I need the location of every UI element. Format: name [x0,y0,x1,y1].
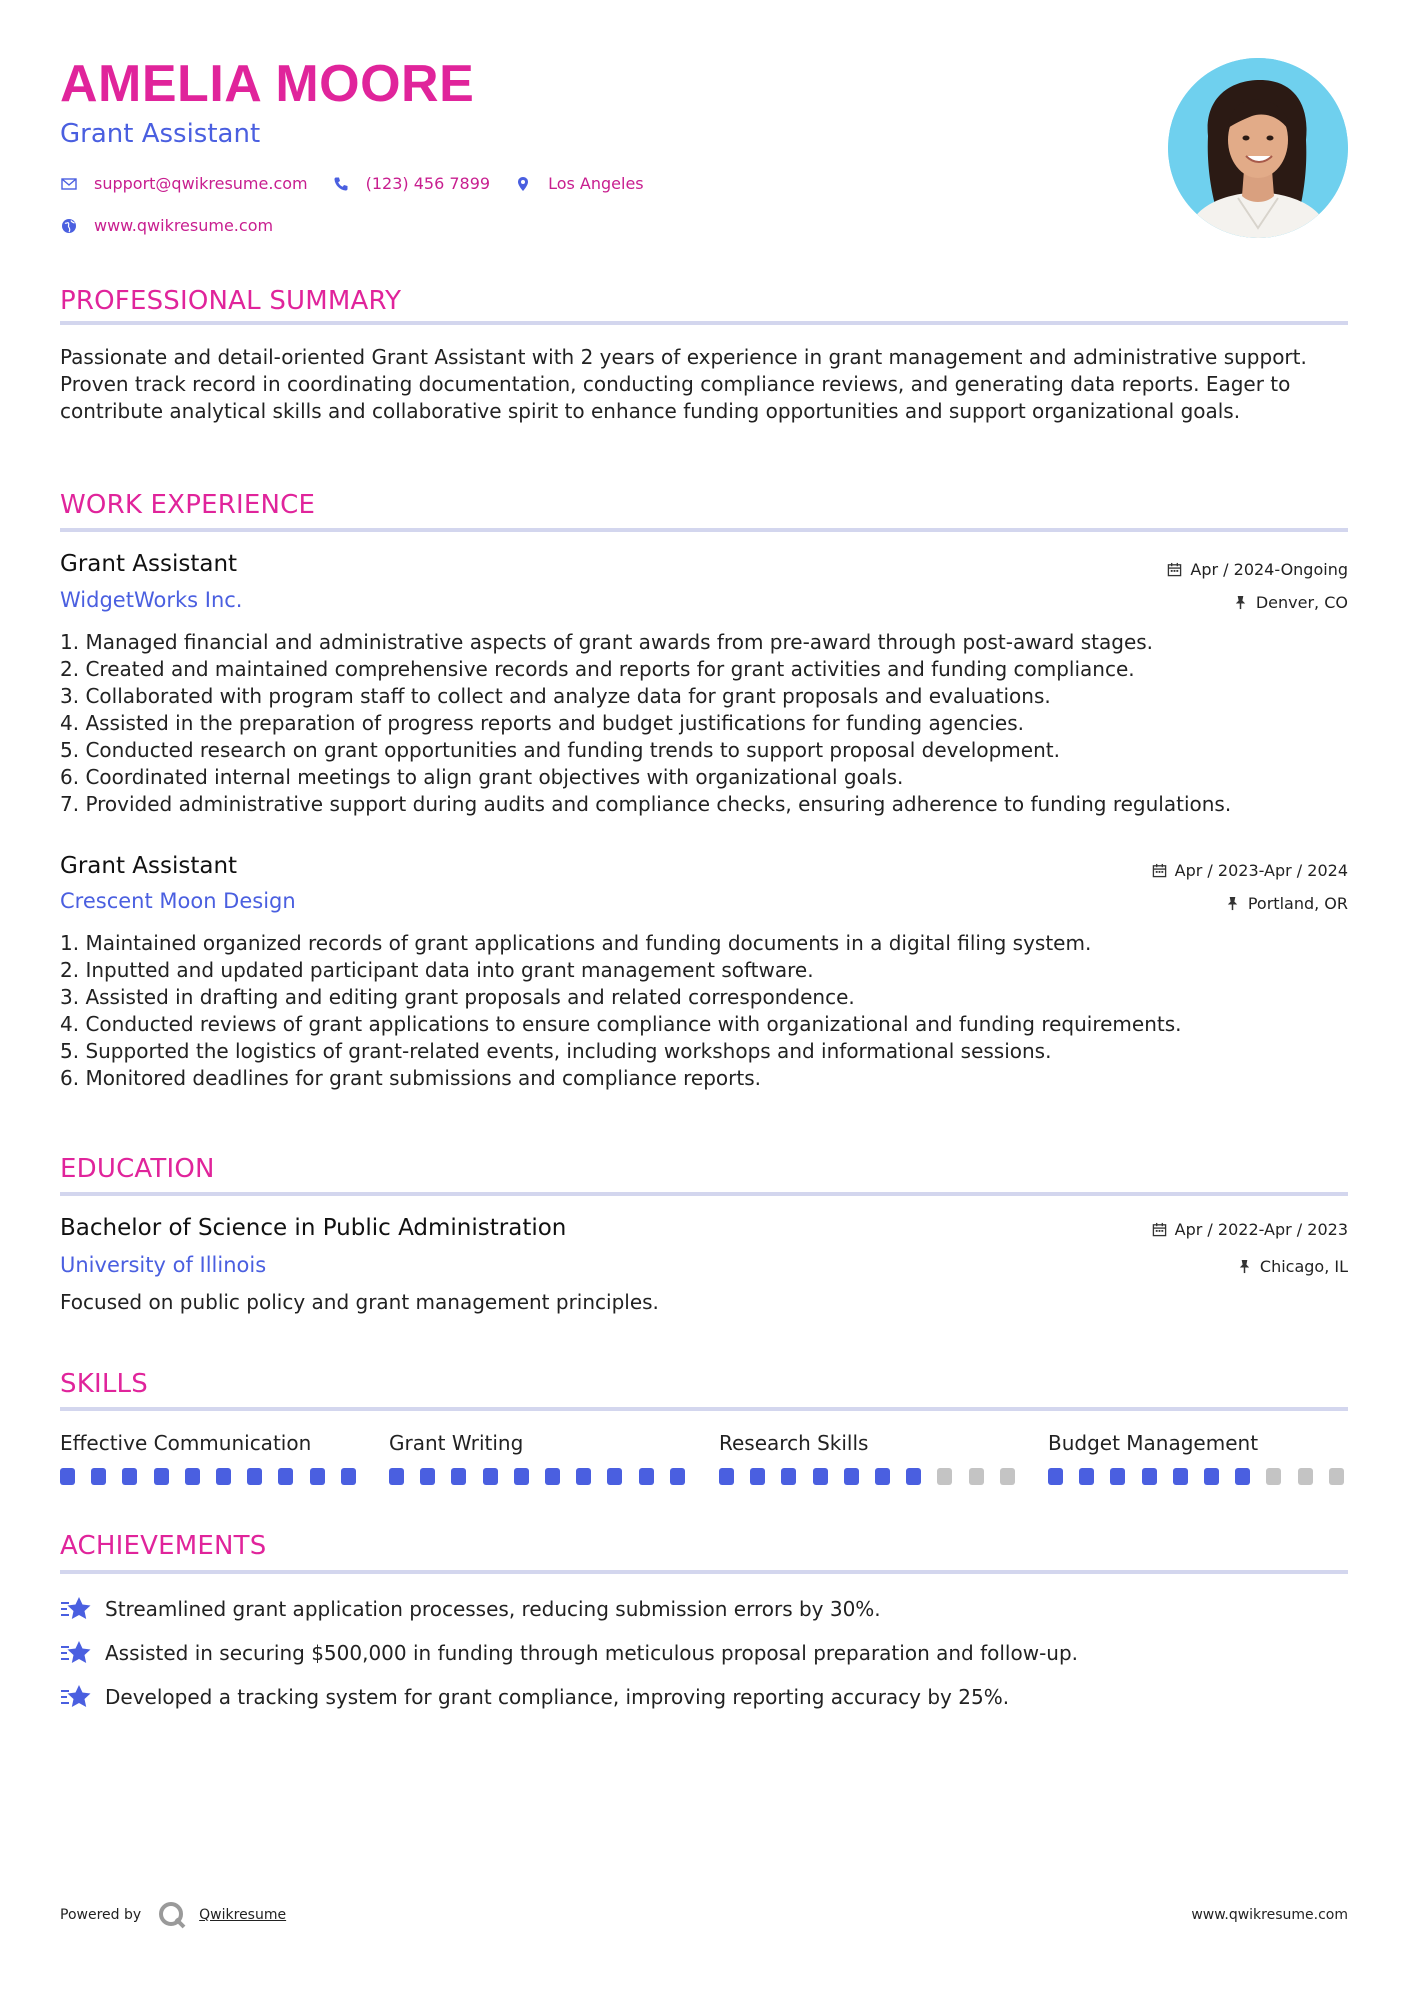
rating-dot-filled [1142,1468,1157,1485]
job-1-location [1233,593,1348,612]
rating-dot-filled [719,1468,734,1485]
list-item: 4. Assisted in the preparation of progress reports and budget justifications for funding agencies. [60,711,1025,735]
rating-dot-filled [670,1468,685,1485]
skill-rating [1048,1468,1344,1485]
education-heading: EDUCATION [60,1154,215,1184]
rating-dot-filled [576,1468,591,1485]
education-location [1237,1257,1348,1276]
website-link[interactable]: www.qwikresume.com [94,216,274,235]
star-icon [60,1683,92,1711]
experience-heading: WORK EXPERIENCE [60,490,316,520]
skill-name: Research Skills [719,1431,869,1455]
rating-dot-filled [451,1468,466,1485]
list-item: 5. Supported the logistics of grant-related events, including workshops and informational sessions. [60,1039,1052,1063]
email-link[interactable]: support@qwikresume.com [94,174,308,193]
pushpin-icon [1225,896,1240,911]
contact-row-1 [60,174,668,193]
rating-dot-filled [1048,1468,1063,1485]
achievement-item [60,1683,1009,1711]
rating-dot-filled [216,1468,231,1485]
skill-name: Effective Communication [60,1431,312,1455]
job-2-dates-text: Apr / 2023-Apr / 2024 [1174,861,1348,880]
education-school: University of Illinois [60,1253,267,1277]
job-1-company: WidgetWorks Inc. [60,588,243,612]
education-location-text: Chicago, IL [1259,1257,1348,1276]
rating-dot-filled [1110,1468,1125,1485]
summary-heading: PROFESSIONAL SUMMARY [60,286,402,316]
star-icon [60,1595,92,1623]
summary-text: Passionate and detail-oriented Grant Assistant with 2 years of experience in grant management and administrative support. Proven track record in coordinating documentation, conducting compliance reviews, and generating data reports. Eager to contribute analytical skills and collaborative spirit to enhance funding opportunities and support organizational goals. [60,345,1307,423]
rating-dot-filled [310,1468,325,1485]
rating-dot-filled [341,1468,356,1485]
rating-dot-filled [122,1468,137,1485]
education-dates-text: Apr / 2022-Apr / 2023 [1174,1220,1348,1239]
skill-name: Grant Writing [389,1431,524,1455]
rating-dot-empty [1266,1468,1281,1485]
rating-dot-filled [750,1468,765,1485]
list-item: 4. Conducted reviews of grant applications to ensure compliance with organizational and funding requirements. [60,1012,1182,1036]
phone-icon [332,175,350,193]
rating-dot-filled [154,1468,169,1485]
job-2-company: Crescent Moon Design [60,889,296,913]
rating-dot-filled [607,1468,622,1485]
experience-divider [60,528,1348,532]
job-1-role: Grant Assistant [60,551,238,577]
achievement-item [60,1595,881,1623]
list-item: 2. Created and maintained comprehensive records and reports for grant activities and funding compliance. [60,657,1135,681]
pushpin-icon [1237,1259,1252,1274]
achievements-divider [60,1570,1348,1574]
rating-dot-filled [1173,1468,1188,1485]
rating-dot-empty [1298,1468,1313,1485]
job-2-location-text: Portland, OR [1247,894,1348,913]
location-text: Los Angeles [548,174,644,193]
education-divider [60,1192,1348,1196]
contact-row-2 [60,216,297,235]
rating-dot-filled [514,1468,529,1485]
list-item: 2. Inputted and updated participant data into grant management software. [60,958,814,982]
list-item: 1. Managed financial and administrative aspects of grant awards from pre-award through post-award stages. [60,630,1154,654]
education-degree: Bachelor of Science in Public Administration [60,1215,567,1241]
list-item: 7. Provided administrative support during audits and compliance checks, ensuring adherence to funding regulations. [60,792,1232,816]
footer-website-link[interactable]: www.qwikresume.com [1191,1907,1348,1923]
globe-icon [60,217,78,235]
rating-dot-filled [278,1468,293,1485]
list-item: 3. Assisted in drafting and editing grant proposals and related correspondence. [60,985,855,1009]
job-1-dates [1167,560,1348,579]
candidate-title: Grant Assistant [60,119,261,149]
map-pin-icon [514,175,532,193]
calendar-icon [1167,562,1182,577]
qwikresume-logo-icon [157,1900,187,1930]
rating-dot-filled [906,1468,921,1485]
skill-rating [60,1468,356,1485]
rating-dot-filled [420,1468,435,1485]
pushpin-icon [1233,595,1248,610]
list-item: 6. Monitored deadlines for grant submissions and compliance reports. [60,1066,761,1090]
job-2-location [1225,894,1348,913]
job-2-role: Grant Assistant [60,853,238,879]
star-icon [60,1639,92,1667]
rating-dot-filled [875,1468,890,1485]
rating-dot-filled [545,1468,560,1485]
job-1-bullets [60,629,1350,818]
footer-powered-by [60,1900,286,1930]
job-1-location-text: Denver, CO [1255,593,1348,612]
rating-dot-empty [937,1468,952,1485]
achievements-heading: ACHIEVEMENTS [60,1531,267,1561]
rating-dot-filled [1079,1468,1094,1485]
rating-dot-empty [1000,1468,1015,1485]
achievement-text: Assisted in securing $500,000 in funding through meticulous proposal preparation and follow-up. [105,1641,1079,1665]
rating-dot-filled [483,1468,498,1485]
achievement-text: Developed a tracking system for grant compliance, improving reporting accuracy by 25%. [105,1685,1010,1709]
envelope-icon [60,175,78,193]
skill-rating [719,1468,1015,1485]
rating-dot-filled [813,1468,828,1485]
profile-photo [1168,58,1348,238]
rating-dot-filled [389,1468,404,1485]
skill-name: Budget Management [1048,1431,1259,1455]
achievement-text: Streamlined grant application processes, reducing submission errors by 30%. [105,1597,881,1621]
job-2-bullets [60,930,1350,1092]
skills-divider [60,1407,1348,1411]
rating-dot-filled [60,1468,75,1485]
achievement-item [60,1639,1078,1667]
list-item: 5. Conducted research on grant opportunities and funding trends to support proposal development. [60,738,1060,762]
rating-dot-filled [185,1468,200,1485]
skill-rating [389,1468,685,1485]
rating-dot-filled [91,1468,106,1485]
rating-dot-empty [1329,1468,1344,1485]
rating-dot-filled [1235,1468,1250,1485]
candidate-name: AMELIA MOORE [60,55,475,113]
list-item: 1. Maintained organized records of grant applications and funding documents in a digital filing system. [60,931,1092,955]
rating-dot-filled [1204,1468,1219,1485]
rating-dot-filled [639,1468,654,1485]
calendar-icon [1152,1222,1167,1237]
list-item: 3. Collaborated with program staff to collect and analyze data for grant proposals and evaluations. [60,684,1051,708]
phone-number[interactable]: (123) 456 7899 [365,174,491,193]
education-description: Focused on public policy and grant management principles. [60,1290,659,1314]
rating-dot-filled [844,1468,859,1485]
qwikresume-link[interactable]: Qwikresume [199,1907,287,1923]
education-dates [1152,1220,1348,1239]
list-item: 6. Coordinated internal meetings to align grant objectives with organizational goals. [60,765,904,789]
powered-by-label: Powered by [60,1907,142,1923]
skills-heading: SKILLS [60,1369,148,1399]
rating-dot-empty [969,1468,984,1485]
summary-divider [60,321,1348,325]
job-1-dates-text: Apr / 2024-Ongoing [1190,560,1348,579]
rating-dot-filled [247,1468,262,1485]
job-2-dates [1152,861,1348,880]
calendar-icon [1152,863,1167,878]
rating-dot-filled [781,1468,796,1485]
